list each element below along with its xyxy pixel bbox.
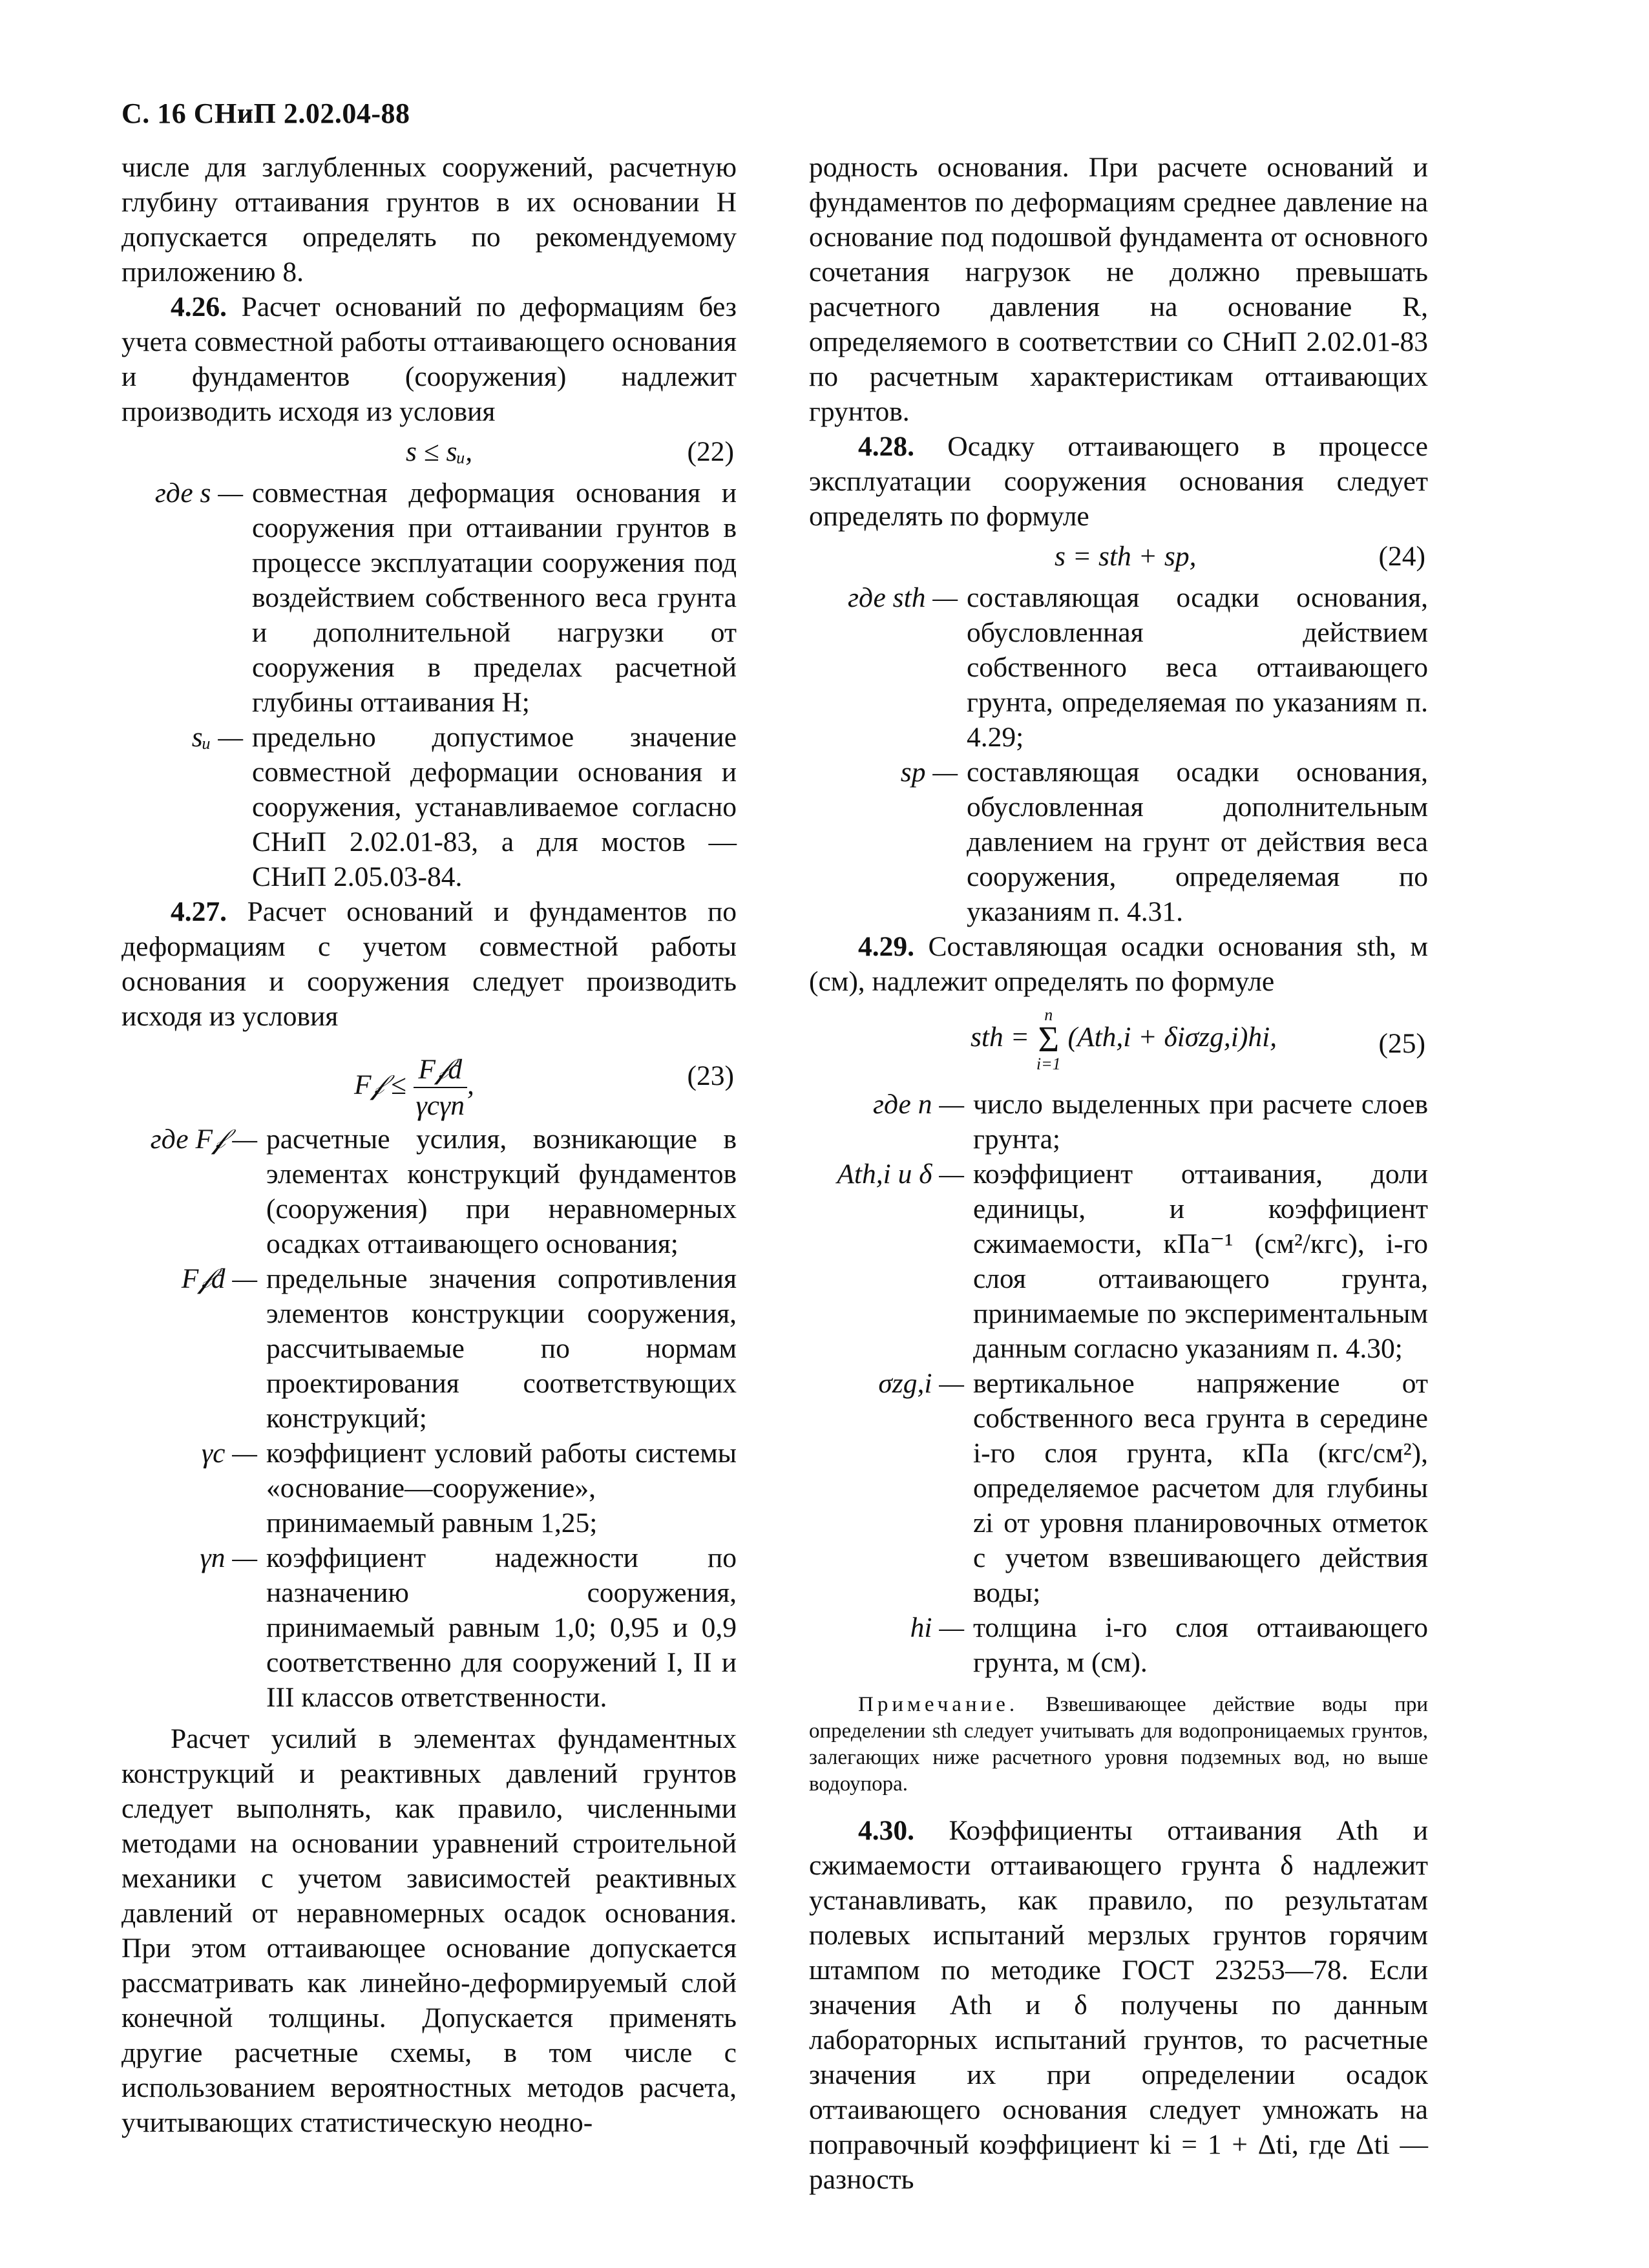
definition-ath <box>809 1157 1428 1366</box>
definition-term: Ath,i и δ — <box>837 1159 964 1190</box>
sum-upper: n <box>1044 1005 1053 1024</box>
equation-24 <box>809 539 1428 575</box>
clause-number: 4.26. <box>171 291 227 322</box>
definition-body: предельно допустимое значение совместной деформации основания и сооружения, устанавливаемое согласно СНиП 2.02.01-83, а для мостов — СНиП 2.05.03-84. <box>252 722 737 892</box>
definition-term: hi — <box>910 1612 964 1643</box>
left-column <box>121 150 737 2140</box>
clause-4-26 <box>121 289 737 429</box>
right-column <box>809 150 1428 2197</box>
note <box>809 1692 1428 1798</box>
definition-body: число выделенных при расчете слоев грунта; <box>973 1089 1428 1155</box>
definition-sp <box>809 755 1428 929</box>
definition-su <box>121 720 737 894</box>
definition-body: предельные значения сопротивления элементов конструкции сооружения, рассчитываемые по нормам проектирования соответствующих конструкций; <box>266 1263 737 1434</box>
clause-4-27 <box>121 894 737 1034</box>
formula-rhs: (Ath,i + δiσzg,i)hi, <box>1067 1021 1277 1053</box>
definition-s <box>121 476 737 720</box>
page-header: С. 16 СНиП 2.02.04-88 <box>121 98 410 129</box>
clause-text: Расчет оснований и фундаментов по деформациям с учетом совместной работы основания и сооружения следует производить исходя из условия <box>121 896 737 1032</box>
clause-number: 4.28. <box>858 431 914 462</box>
sum-lower: i=1 <box>1036 1055 1061 1073</box>
clause-text: Расчет оснований по деформациям без учета совместной работы оттаивающего основания и фундаментов (сооружения) надлежит производить исходя из условия <box>121 291 737 427</box>
paragraph: Расчет усилий в элементах фундаментных конструкций и реактивных давлений грунтов следует выполнять, как правило, численными методами на основании уравнений строительной механики с учетом зависимостей реактивных давлений от неравномерных осадок основания. При этом оттаивающее основание допускается рассматривать как линейно-деформируемый слой конечной толщины. Допускается применять другие расчетные схемы, в том числе с использованием вероятностных методов расчета, учитывающих статистическую неодно- <box>121 1723 737 2138</box>
definition-term: F𝒻d — <box>181 1263 257 1294</box>
definition-term: γn — <box>200 1542 257 1573</box>
fraction-numerator: F𝒻d <box>414 1052 467 1088</box>
formula-lhs: sth = <box>971 1021 1029 1053</box>
definition-body: составляющая осадки основания, обусловленная дополнительным давлением на грунт от действия веса сооружения, определяемая по указаниям п. 4.31. <box>967 757 1428 927</box>
definition-body: совместная деформация основания и сооружения при оттаивании грунтов в процессе эксплуатации сооружения под воздействием собственного веса грунта и дополнительной нагрузки от сооружения в пределах расчетной глубины оттаивания H; <box>252 478 737 718</box>
clause-4-30 <box>809 1813 1428 2197</box>
definition-term: где s — <box>154 478 243 509</box>
definition-gamma-n <box>121 1540 737 1715</box>
clause-4-29 <box>809 929 1428 999</box>
definition-term: где F𝒻 — <box>150 1124 257 1155</box>
clause-text: Коэффициенты оттаивания Ath и сжимаемости оттаивающего грунта δ надлежит устанавливать, как правило, по результатам полевых испытаний мерзлых грунтов горячим штампом по методике ГОСТ 23253—78. Если значения Ath и δ получены по данным лабораторных испытаний грунтов, то расчетные значения их при определении осадок оттаивающего основания следует умножать на поправочный коэффициент ki = 1 + Δti, где Δti —разность <box>809 1815 1428 2195</box>
clause-text: Осадку оттаивающего в процессе эксплуатации сооружения основания следует определять по формуле <box>809 431 1428 532</box>
definition-body: толщина i-го слоя оттаивающего грунта, м (см). <box>973 1612 1428 1678</box>
definition-body: коэффициент оттаивания, доли единицы, и коэффициент сжимаемости, кПа⁻¹ (см²/кгс), i-го слоя оттаивающего грунта, принимаемые по экспериментальным данным согласно указаниям п. 4.30; <box>973 1159 1428 1364</box>
definition-body: вертикальное напряжение от собственного веса грунта в середине i-го слоя грунта, кПа (кгс/см²), определяемое расчетом для глубины zi от уровня планировочных отметок с учетом взвешивающего действия воды; <box>973 1368 1428 1608</box>
formula: s = sth + sp, <box>1055 541 1197 572</box>
definition-sigma <box>809 1366 1428 1610</box>
definition-term: γc — <box>201 1438 257 1469</box>
equation-23 <box>121 1039 737 1121</box>
definition-ffd <box>121 1261 737 1436</box>
equation-25 <box>809 1004 1428 1082</box>
equation-number: (23) <box>687 1060 734 1091</box>
equation-number: (25) <box>1378 1028 1425 1059</box>
summation <box>1036 1007 1061 1073</box>
sum-sign: Σ <box>1038 1020 1060 1060</box>
definition-sth <box>809 580 1428 755</box>
definition-term: sp — <box>900 757 958 788</box>
paragraph: родность основания. При расчете оснований и фундаментов по деформациям среднее давление на основание под подошвой фундамента от основного сочетания нагрузок не должно превышать расчетного давления на основание R, определяемого в соответствии со СНиП 2.02.01-83 по расчетным характеристикам оттаивающих грунтов. <box>809 152 1428 427</box>
definition-gamma-c <box>121 1436 737 1540</box>
definition-term: где n — <box>873 1089 964 1120</box>
definition-body: составляющая осадки основания, обусловленная действием собственного веса оттаивающего грунта, определяемая по указаниям п. 4.29; <box>967 582 1428 753</box>
clause-number: 4.29. <box>858 931 914 962</box>
fraction-denominator: γcγn <box>415 1090 465 1121</box>
clause-text: Составляющая осадки основания sth, м (см), надлежит определять по формуле <box>809 931 1428 997</box>
definition-hi <box>809 1610 1428 1680</box>
definition-term: sᵤ — <box>191 722 243 753</box>
definition-body: коэффициент условий работы системы «основание—сооружение», принимаемый равным 1,25; <box>266 1438 737 1538</box>
clause-4-28 <box>809 429 1428 534</box>
clause-number: 4.30. <box>858 1815 914 1846</box>
equation-22 <box>121 434 737 470</box>
equation-number: (22) <box>687 436 734 467</box>
clause-number: 4.27. <box>171 896 227 927</box>
formula-tail: , <box>467 1069 474 1100</box>
definition-term: σzg,i — <box>878 1368 964 1399</box>
note-text: Взвешивающее действие воды при определении sth следует учитывать для водопроницаемых грунтов, залегающих ниже расчетного уровня подземных вод, но выше водоупора. <box>809 1693 1428 1796</box>
definition-body: коэффициент надежности по назначению сооружения, принимаемый равным 1,0; 0,95 и 0,9 соответственно для сооружений I, II и III классов ответственности. <box>266 1542 737 1713</box>
fraction <box>414 1052 467 1123</box>
note-label: Примечание. <box>858 1693 1019 1716</box>
formula: s ≤ sᵤ, <box>406 436 473 467</box>
equation-number: (24) <box>1378 541 1425 572</box>
definition-body: расчетные усилия, возникающие в элементах конструкций фундаментов (сооружения) при неравномерных осадках оттаивающего основания; <box>266 1124 737 1259</box>
definition-ff <box>121 1122 737 1261</box>
paragraph: числе для заглубленных сооружений, расчетную глубину оттаивания грунтов в их основании H допускается определять по рекомендуемому приложению 8. <box>121 152 737 288</box>
definition-term: где sth — <box>847 582 958 613</box>
formula-lhs: F𝒻 ≤ <box>354 1069 406 1100</box>
definition-n <box>809 1087 1428 1157</box>
